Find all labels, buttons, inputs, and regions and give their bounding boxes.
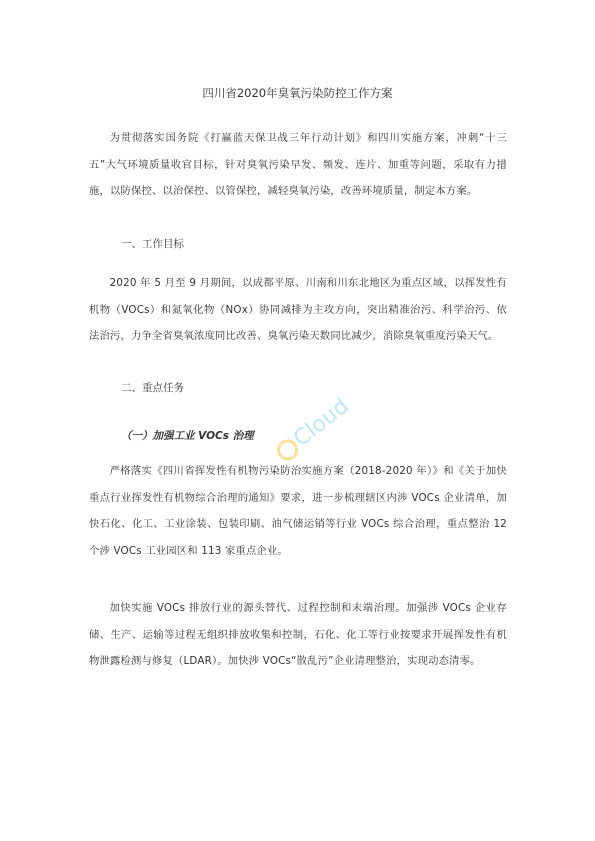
- subsection-heading-vocs: （一）加强工业 VOCs 治理: [121, 430, 254, 442]
- section-heading-goals: 一、工作目标: [121, 238, 184, 250]
- section-heading-tasks: 二、重点任务: [121, 382, 184, 394]
- watermark-logo-text: Cloud: [289, 393, 354, 453]
- cloud-watermark-logo: [258, 388, 354, 468]
- document-title: 四川省2020年臭氧污染防控工作方案: [202, 86, 393, 100]
- intro-paragraph: 为贯彻落实国务院《打赢蓝天保卫战三年行动计划》和四川实施方案，冲刺“十三五”大气环境质量收官目标，针对臭氧污染早发、频发、连片、加重等问题，采取有力措施，以防保控、以治保控、以管保控，减轻臭氧污染，改善环境质量，制定本方案。: [89, 132, 507, 198]
- goals-paragraph: 2020 年 5 月至 9 月期间，以成都平原、川南和川东北地区为重点区域，以挥发性有机物（VOCs）和氮氧化物（NOx）协同减排为主攻方向，突出精准治污、科学治污、依法治污，力争全省臭氧浓度同比改善、臭氧污染天数同比减少，消除臭氧重度污染天气。: [89, 277, 507, 343]
- vocs-paragraph-2: 加快实施 VOCs 排放行业的源头替代、过程控制和末端治理。加强涉 VOCs 企业存储、生产、运输等过程无组织排放收集和控制，石化、化工等行业按要求开展挥发性有机物泄露检测与修复（LDAR）。加快涉 VOCs“散乱污”企业清理整治，实现动态清零。: [89, 602, 507, 668]
- vocs-paragraph-1: 严格落实《四川省挥发性有机物污染防治实施方案（2018-2020 年）》和《关于加快重点行业挥发性有机物综合治理的通知》要求，进一步梳理辖区内涉 VOCs 企业清单，加快石化、化工、工业涂装、包装印刷、油气储运销等行业 VOCs 综合治理，重点整治 12 个涉 VOCs 工业园区和 113 家重点企业。: [89, 465, 507, 558]
